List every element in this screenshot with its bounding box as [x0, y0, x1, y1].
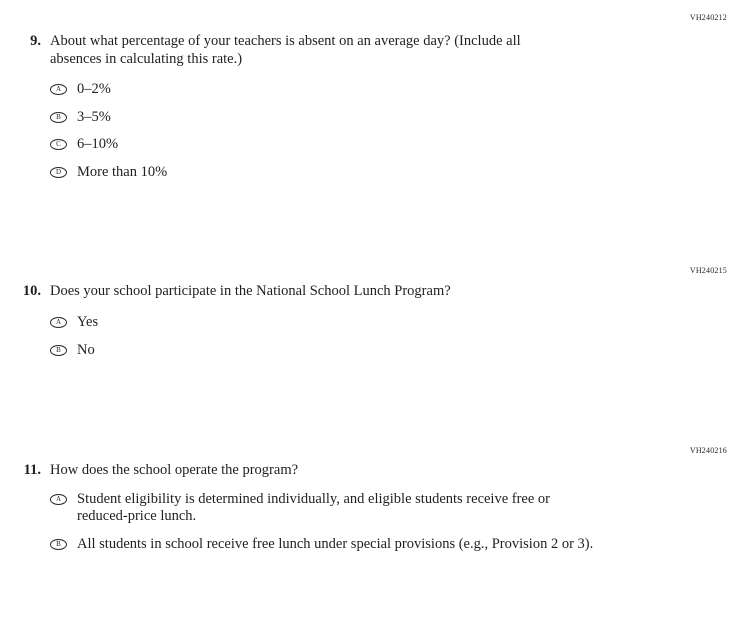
oval-letter: B [56, 539, 61, 548]
answer-oval-d[interactable] [50, 167, 67, 178]
answer-option-a[interactable] [50, 81, 167, 98]
answer-option-a[interactable] [50, 491, 593, 525]
option-label: More than 10% [77, 163, 168, 180]
question-11-text [50, 462, 738, 480]
question-9-text-line-2: absences in calculating this rate.) [50, 50, 243, 67]
question-10 [0, 283, 738, 301]
answer-option-no[interactable] [50, 342, 98, 359]
answer-option-b[interactable] [50, 109, 167, 126]
answer-option-b[interactable] [50, 536, 593, 553]
question-9-code: VH240212 [689, 13, 727, 22]
question-9 [0, 33, 738, 68]
oval-letter: B [56, 345, 61, 354]
question-11-text-line-1: How does the school operate the program? [50, 462, 299, 478]
option-label: Student eligibility is determined individually, and eligible students receive free or reduced-price lunch. [77, 491, 551, 524]
question-10-text [50, 283, 738, 301]
question-11 [0, 462, 738, 480]
oval-letter: B [56, 112, 61, 121]
answer-oval-a[interactable] [50, 317, 67, 328]
oval-letter: A [55, 495, 62, 503]
question-11-options [50, 491, 593, 563]
option-label: Yes [77, 314, 99, 330]
question-11-code: VH240216 [689, 446, 727, 455]
answer-oval-a[interactable] [50, 494, 67, 505]
option-label: 0–2% [77, 81, 111, 97]
oval-letter: A [55, 85, 62, 93]
oval-letter: A [55, 318, 62, 326]
option-label: 3–5% [77, 108, 111, 125]
option-label: No [77, 341, 95, 358]
question-9-text [50, 33, 738, 68]
answer-oval-c[interactable] [50, 139, 67, 150]
option-label: All students in school receive free lunch under special provisions (e.g., Provision 2 or 3). [77, 535, 594, 552]
oval-letter: D [55, 167, 62, 176]
question-9-options [50, 81, 167, 191]
question-10-code: VH240215 [689, 266, 727, 275]
answer-option-c[interactable] [50, 136, 167, 153]
question-9-text-line-1: About what percentage of your teachers is absent on an average day? (Include all [50, 33, 521, 49]
question-10-number: 10. [22, 283, 41, 299]
option-label: 6–10% [77, 136, 119, 152]
question-11-number: 11. [23, 462, 41, 478]
question-9-number: 9. [30, 33, 41, 49]
answer-option-d[interactable] [50, 164, 167, 181]
oval-letter: C [56, 140, 61, 148]
answer-option-yes[interactable] [50, 314, 98, 331]
question-10-text-line-1: Does your school participate in the National School Lunch Program? [50, 283, 451, 299]
answer-oval-b[interactable] [50, 539, 67, 550]
answer-oval-b[interactable] [50, 112, 67, 123]
answer-oval-a[interactable] [50, 84, 67, 95]
answer-oval-b[interactable] [50, 345, 67, 356]
question-10-options [50, 314, 98, 369]
